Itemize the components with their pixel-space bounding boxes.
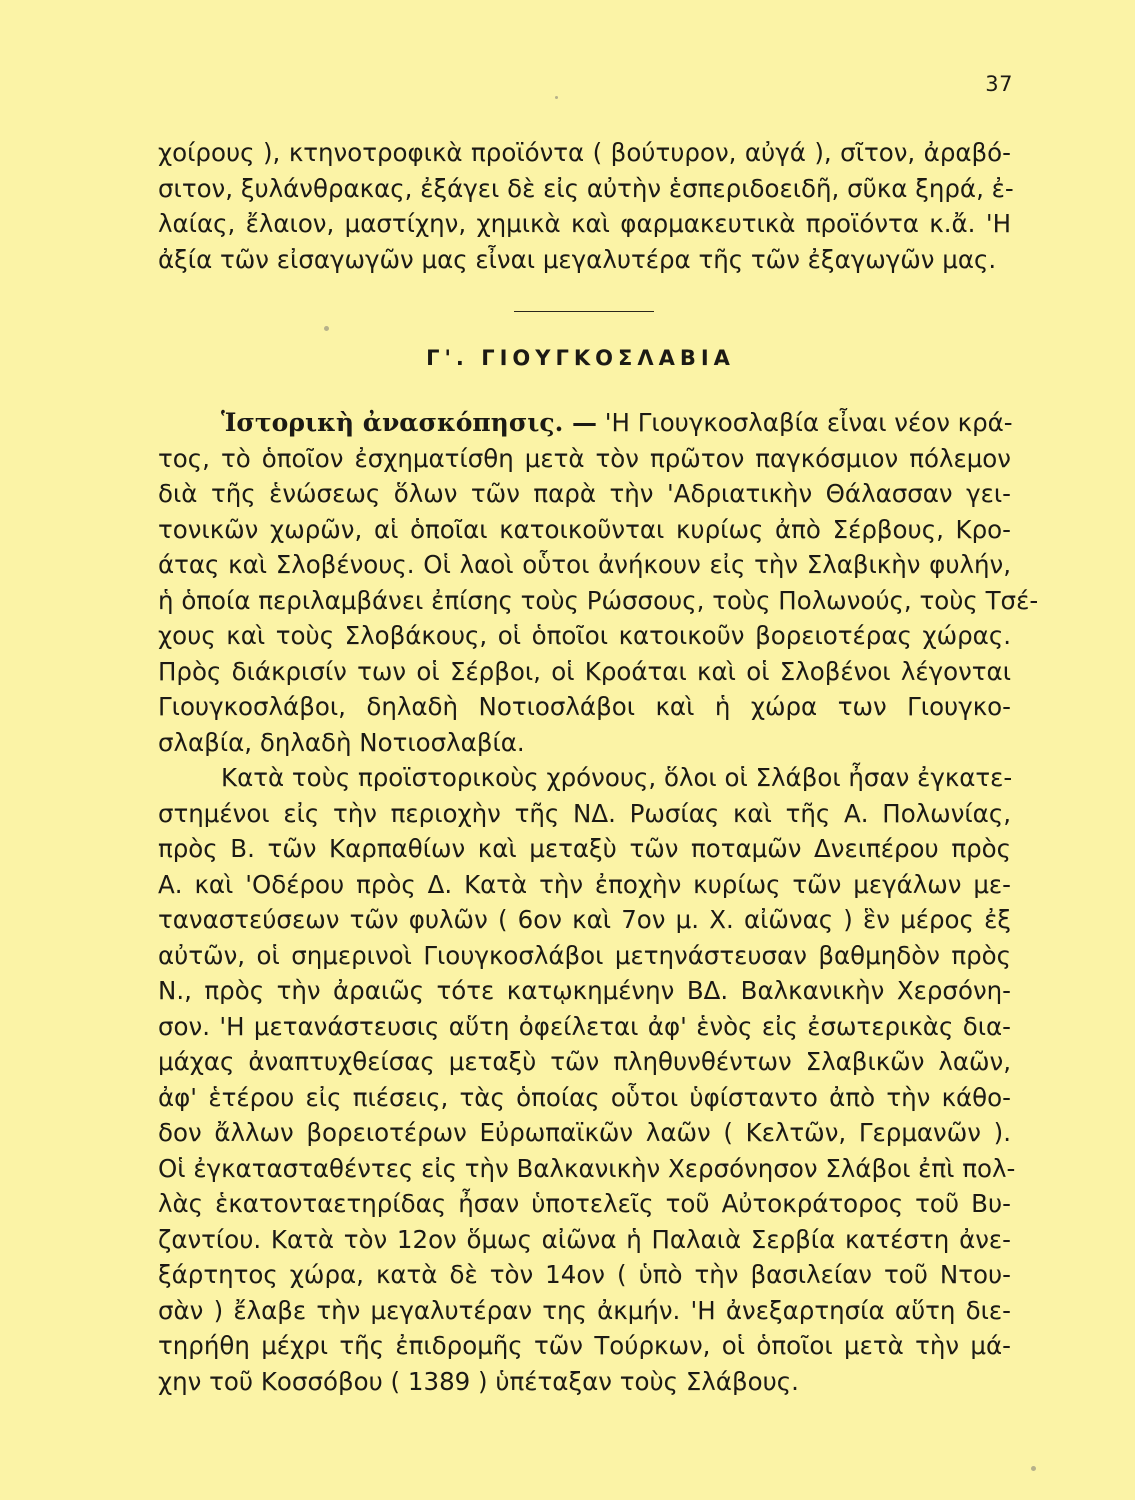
text-line: άτας καὶ Σλοβένους. Οἱ λαοὶ οὗτοι ἀνήκουν εἰς τὴν Σλαβικὴν φυλήν,	[158, 550, 1011, 579]
text-line: τος, τὸ ὁποῖον ἐσχηματίσθη μετὰ τὸν πρῶτον παγκόσμιον πόλεμον	[158, 443, 1011, 473]
run-in-title: Ἱστορικὴ ἀνασκόπησις. —	[221, 408, 598, 437]
section-body	[158, 405, 1039, 1399]
text-line: διὰ τῆς ἑνώσεως ὅλων τῶν παρὰ τὴν 'Αδριατικὴν Θάλασσαν γει-	[158, 479, 1011, 508]
text-line: τηρήθη μέχρι τῆς ἐπιδρομῆς τῶν Τούρκων, οἱ ὁποῖοι μετὰ τὴν μά-	[158, 1331, 1011, 1360]
text-line: Οἱ ἐγκατασταθέντες εἰς τὴν Βαλκανικὴν Χερσόνησον Σλάβοι ἐπὶ πολ-	[158, 1153, 1016, 1183]
text-line: χην τοῦ Κοσσόβου ( 1389 ) ὑπέταξαν τοὺς Σλάβους.	[158, 1366, 799, 1396]
text-line: αὐτῶν, οἱ σημερινοὶ Γιουγκοσλάβοι μετηνάστευσαν βαθμηδὸν πρὸς	[158, 940, 1011, 970]
paper-speck	[555, 96, 558, 99]
text-line: σιτον, ξυλάνθρακας, ἐξάγει δὲ εἰς αὐτὴν ἑσπεριδοειδῆ, σῦκα ξηρά, ἐ-	[158, 173, 1014, 203]
text-line: σον. 'Η μετανάστευσις αὕτη ὀφείλεται ἀφ' ἑνὸς εἰς ἐσωτερικὰς δια-	[158, 1011, 1011, 1041]
text-line: τονικῶν χωρῶν, αἱ ὁποῖαι κατοικοῦνται κυρίως ἀπὸ Σέρβους, Κρο-	[158, 514, 1011, 544]
text-line: ἀφ' ἑτέρου εἰς πιέσεις, τὰς ὁποίας οὗτοι ὑφίσταντο ἀπὸ τὴν κάθο-	[158, 1082, 1011, 1112]
text-line: Πρὸς διάκρισίν των οἱ Σέρβοι, οἱ Κροάται καὶ οἱ Σλοβένοι λέγονται	[158, 656, 1011, 686]
text-line: χοίρους ), κτηνοτροφικὰ προϊόντα ( βούτυρον, αὐγά ), σῖτον, ἀραβό-	[158, 138, 1011, 167]
text-line: ἀξία τῶν εἰσαγωγῶν μας εἶναι μεγαλυτέρα τῆς τῶν ἐξαγωγῶν μας.	[158, 244, 997, 274]
text-line: Γιουγκοσλάβοι, δηλαδὴ Νοτιοσλάβοι καὶ ἡ χώρα των Γιουγκο-	[158, 692, 1011, 721]
section-heading: Γ'. ΓΙΟΥΓΚΟΣΛΑΒΙΑ	[426, 346, 735, 370]
text-line: ζαντίου. Κατὰ τὸν 12ον ὅμως αἰῶνα ἡ Παλαιὰ Σερβία κατέστη ἀνε-	[158, 1224, 1011, 1254]
text-line: λαίας, ἔλαιον, μαστίχην, χημικὰ καὶ φαρμακευτικὰ προϊόντα κ.ἄ. 'Η	[158, 209, 1011, 238]
section-divider	[514, 311, 654, 312]
text-line: Ν., πρὸς τὴν ἀραιῶς τότε κατῳκημένην ΒΔ. Βαλκανικὴν Χερσόνη-	[158, 976, 1011, 1005]
paper-speck	[1031, 1466, 1036, 1471]
text-line: μάχας ἀναπτυχθείσας μεταξὺ τῶν πληθυνθέντων Σλαβικῶν λαῶν,	[158, 1047, 1011, 1076]
text-fragment: 'Η Γιουγκοσλαβία εἶναι νέον κρά-	[597, 408, 1013, 437]
text-line: πρὸς Β. τῶν Καρπαθίων καὶ μεταξὺ τῶν ποταμῶν Δνειπέρου πρὸς	[158, 834, 1011, 863]
text-line: χους καὶ τοὺς Σλοβάκους, οἱ ὁποῖοι κατοικοῦν βορειοτέρας χώρας.	[158, 621, 1011, 650]
text-line: σὰν ) ἔλαβε τὴν μεγαλυτέραν της ἀκμήν. 'Η ἀνεξαρτησία αὕτη διε-	[158, 1295, 1011, 1325]
text-line: σλαβία, δηλαδὴ Νοτιοσλαβία.	[158, 727, 525, 757]
text-line: ἡ ὁποία περιλαμβάνει ἐπίσης τοὺς Ρώσσους, τοὺς Πολωνούς, τοὺς Τσέ-	[158, 585, 1039, 615]
text-line: λὰς ἑκατονταετηρίδας ἦσαν ὑποτελεῖς τοῦ Αὐτοκράτορος τοῦ Βυ-	[158, 1189, 1011, 1218]
text-line: Κατὰ τοὺς προϊστορικοὺς χρόνους, ὅλοι οἱ Σλάβοι ἦσαν ἐγκατε-	[221, 763, 1013, 792]
paper-speck	[324, 326, 329, 331]
text-line: στημένοι εἰς τὴν περιοχὴν τῆς ΝΔ. Ρωσίας καὶ τῆς Α. Πολωνίας,	[158, 798, 1011, 828]
text-line	[158, 405, 1011, 441]
text-line: ταναστεύσεων τῶν φυλῶν ( 6ον καὶ 7ον μ. Χ. αἰῶνας ) ἓν μέρος ἐξ	[158, 905, 1011, 934]
text-line: ξάρτητος χώρα, κατὰ δὲ τὸν 14ον ( ὑπὸ τὴν βασιλείαν τοῦ Ντου-	[158, 1260, 1011, 1289]
text-line: δον ἄλλων βορειοτέρων Εὐρωπαϊκῶν λαῶν ( Κελτῶν, Γερμανῶν ).	[158, 1118, 1011, 1147]
text-line: Α. καὶ 'Οδέρου πρὸς Δ. Κατὰ τὴν ἐποχὴν κυρίως τῶν μεγάλων με-	[158, 869, 1011, 899]
page-number: 37	[985, 72, 1013, 96]
intro-paragraph	[158, 135, 1014, 277]
